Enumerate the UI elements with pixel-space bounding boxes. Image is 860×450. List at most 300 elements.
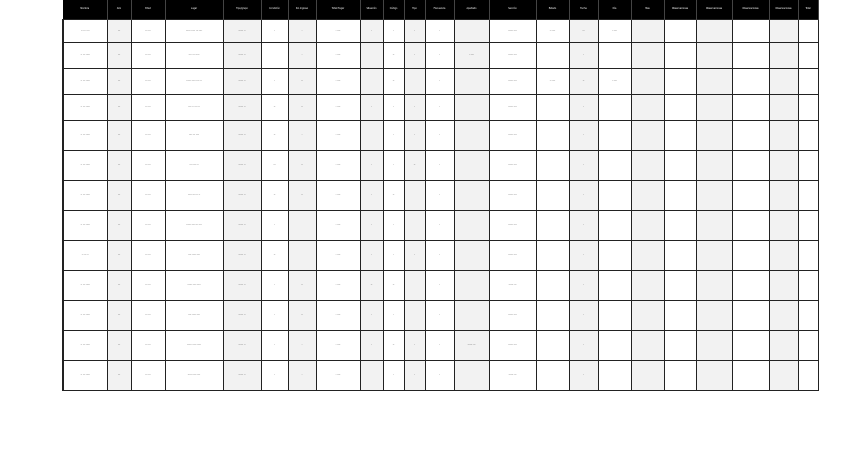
table-cell[interactable]	[798, 43, 818, 69]
table-cell[interactable]	[798, 95, 818, 121]
table-cell[interactable]: -	[425, 331, 454, 361]
table-cell[interactable]	[631, 361, 664, 391]
table-cell[interactable]: -	[360, 241, 383, 271]
table-cell[interactable]	[598, 181, 631, 211]
table-cell[interactable]	[664, 121, 696, 151]
table-cell[interactable]: -- --- -----	[63, 301, 107, 331]
table-cell[interactable]	[598, 151, 631, 181]
table-cell[interactable]: ---	[107, 301, 131, 331]
table-cell[interactable]: -- ----	[536, 69, 569, 95]
table-cell[interactable]	[696, 301, 732, 331]
table-cell[interactable]	[696, 331, 732, 361]
table-cell[interactable]: - ----	[316, 181, 360, 211]
table-cell[interactable]	[769, 211, 798, 241]
table-cell[interactable]	[536, 361, 569, 391]
column-header[interactable]: Fecha	[569, 0, 598, 20]
table-cell[interactable]: -	[425, 361, 454, 391]
table-cell[interactable]: ---	[107, 211, 131, 241]
table-cell[interactable]: ------ --	[223, 95, 261, 121]
column-header[interactable]: Apartado	[454, 0, 489, 20]
table-cell[interactable]	[454, 301, 489, 331]
table-cell[interactable]: - ----	[316, 121, 360, 151]
table-cell[interactable]: ------ ----	[489, 181, 536, 211]
table-cell[interactable]: -	[404, 43, 425, 69]
table-cell[interactable]: -	[404, 361, 425, 391]
table-cell[interactable]	[696, 241, 732, 271]
table-cell[interactable]: ---	[107, 95, 131, 121]
table-cell[interactable]: ------ ----	[489, 95, 536, 121]
table-cell[interactable]	[261, 43, 288, 69]
table-cell[interactable]	[696, 151, 732, 181]
table-cell[interactable]: -	[288, 20, 316, 43]
table-cell[interactable]	[798, 121, 818, 151]
table-cell[interactable]: -	[261, 211, 288, 241]
table-cell[interactable]: -	[383, 20, 404, 43]
table-cell[interactable]: -	[569, 181, 598, 211]
table-cell[interactable]: -	[569, 301, 598, 331]
column-header[interactable]: Observaciones	[696, 0, 732, 20]
table-cell[interactable]: ---	[107, 69, 131, 95]
column-header[interactable]: Tipo/grupo	[223, 0, 261, 20]
table-cell[interactable]: -	[425, 43, 454, 69]
table-cell[interactable]	[798, 361, 818, 391]
table-cell[interactable]: -	[569, 43, 598, 69]
table-cell[interactable]: - ----	[454, 43, 489, 69]
table-cell[interactable]: - ----	[598, 69, 631, 95]
table-cell[interactable]: -- --- ----	[63, 20, 107, 43]
table-cell[interactable]	[798, 271, 818, 301]
table-cell[interactable]: -	[288, 121, 316, 151]
table-cell[interactable]	[798, 20, 818, 43]
table-cell[interactable]	[598, 331, 631, 361]
table-cell[interactable]	[732, 151, 769, 181]
table-cell[interactable]	[664, 181, 696, 211]
table-cell[interactable]: ---	[107, 151, 131, 181]
table-cell[interactable]: ------ --	[223, 331, 261, 361]
table-cell[interactable]: --	[288, 181, 316, 211]
table-cell[interactable]: --	[569, 69, 598, 95]
table-cell[interactable]: -	[425, 241, 454, 271]
table-cell[interactable]	[631, 95, 664, 121]
table-cell[interactable]	[696, 20, 732, 43]
table-cell[interactable]: -	[569, 331, 598, 361]
table-cell[interactable]: ---	[107, 271, 131, 301]
table-cell[interactable]: --	[383, 69, 404, 95]
table-cell[interactable]	[598, 361, 631, 391]
table-cell[interactable]	[454, 181, 489, 211]
table-cell[interactable]: -- ----	[131, 43, 165, 69]
table-cell[interactable]: -	[288, 361, 316, 391]
table-cell[interactable]	[664, 151, 696, 181]
table-cell[interactable]	[798, 301, 818, 331]
table-cell[interactable]	[664, 211, 696, 241]
table-cell[interactable]: -- ----	[131, 241, 165, 271]
table-cell[interactable]: -	[569, 361, 598, 391]
column-header[interactable]: Estado	[536, 0, 569, 20]
table-cell[interactable]: -	[261, 271, 288, 301]
table-cell[interactable]: ------ ----	[489, 151, 536, 181]
table-cell[interactable]	[536, 331, 569, 361]
table-cell[interactable]	[454, 151, 489, 181]
table-cell[interactable]	[631, 211, 664, 241]
table-cell[interactable]: ---- ----- ----	[165, 241, 223, 271]
column-header[interactable]: Edad	[131, 0, 165, 20]
column-header[interactable]: Observaciones	[769, 0, 798, 20]
table-cell[interactable]: ---- ---- --	[165, 151, 223, 181]
table-cell[interactable]: ---	[107, 121, 131, 151]
table-cell[interactable]: -	[569, 95, 598, 121]
table-cell[interactable]: -- --- -----	[63, 69, 107, 95]
table-cell[interactable]: --	[261, 95, 288, 121]
table-cell[interactable]	[598, 211, 631, 241]
table-cell[interactable]	[536, 301, 569, 331]
table-cell[interactable]: -	[360, 331, 383, 361]
table-cell[interactable]	[536, 151, 569, 181]
table-cell[interactable]: -- --- -----	[63, 151, 107, 181]
column-header[interactable]: Tipo	[404, 0, 425, 20]
table-cell[interactable]	[536, 43, 569, 69]
table-cell[interactable]	[631, 241, 664, 271]
table-cell[interactable]: -	[404, 95, 425, 121]
column-header[interactable]: Observaciones	[664, 0, 696, 20]
table-cell[interactable]: --	[261, 121, 288, 151]
table-cell[interactable]	[732, 331, 769, 361]
table-cell[interactable]: ---	[107, 361, 131, 391]
table-cell[interactable]: -	[569, 271, 598, 301]
table-cell[interactable]: --	[288, 95, 316, 121]
table-cell[interactable]: ------ ---	[454, 331, 489, 361]
table-cell[interactable]	[631, 43, 664, 69]
table-cell[interactable]: ------ --	[223, 121, 261, 151]
table-cell[interactable]	[536, 95, 569, 121]
table-cell[interactable]: ------ --	[223, 20, 261, 43]
table-cell[interactable]	[798, 241, 818, 271]
table-cell[interactable]	[798, 151, 818, 181]
table-cell[interactable]: ---- -- ---- --	[165, 95, 223, 121]
table-cell[interactable]: -- ----	[131, 331, 165, 361]
table-cell[interactable]: ------ ---- -----	[165, 271, 223, 301]
table-cell[interactable]: ------ ----	[489, 20, 536, 43]
table-cell[interactable]	[696, 43, 732, 69]
table-cell[interactable]	[664, 69, 696, 95]
table-cell[interactable]	[598, 271, 631, 301]
table-cell[interactable]: -	[425, 271, 454, 301]
column-header[interactable]: Situación	[360, 0, 383, 20]
table-cell[interactable]: -	[383, 241, 404, 271]
table-cell[interactable]: -- --- -----	[63, 271, 107, 301]
table-cell[interactable]: -- --- -----	[63, 121, 107, 151]
table-cell[interactable]	[454, 361, 489, 391]
table-cell[interactable]: ------ --	[223, 181, 261, 211]
table-cell[interactable]	[769, 95, 798, 121]
table-cell[interactable]: ------ --	[223, 241, 261, 271]
table-cell[interactable]: ------ --	[223, 151, 261, 181]
table-cell[interactable]: ---	[107, 181, 131, 211]
table-cell[interactable]	[664, 271, 696, 301]
table-cell[interactable]: - ----	[316, 151, 360, 181]
table-cell[interactable]	[631, 331, 664, 361]
table-cell[interactable]: -- ----	[131, 69, 165, 95]
table-cell[interactable]: -- ----	[131, 151, 165, 181]
table-cell[interactable]: -	[383, 121, 404, 151]
table-cell[interactable]	[732, 271, 769, 301]
table-cell[interactable]	[769, 361, 798, 391]
table-cell[interactable]: ---	[569, 20, 598, 43]
table-cell[interactable]: ------ ----	[489, 211, 536, 241]
table-cell[interactable]	[454, 121, 489, 151]
table-cell[interactable]: ------ --	[223, 271, 261, 301]
table-cell[interactable]	[454, 20, 489, 43]
table-cell[interactable]	[696, 121, 732, 151]
table-cell[interactable]	[732, 211, 769, 241]
table-cell[interactable]: - ----	[598, 20, 631, 43]
table-cell[interactable]: --	[383, 43, 404, 69]
table-cell[interactable]: -	[404, 121, 425, 151]
table-cell[interactable]: -- ----	[131, 361, 165, 391]
table-cell[interactable]	[798, 331, 818, 361]
table-cell[interactable]	[798, 211, 818, 241]
table-cell[interactable]: -- --- -----	[63, 95, 107, 121]
table-cell[interactable]: -	[425, 181, 454, 211]
table-cell[interactable]	[288, 211, 316, 241]
table-cell[interactable]: -	[261, 361, 288, 391]
table-cell[interactable]: -	[404, 331, 425, 361]
table-cell[interactable]: -- --- --	[63, 241, 107, 271]
table-cell[interactable]: - ----	[316, 301, 360, 331]
table-cell[interactable]: -	[425, 211, 454, 241]
table-cell[interactable]: ------ ----- ---- --	[165, 69, 223, 95]
table-cell[interactable]: ----- ---- -- --	[165, 181, 223, 211]
table-cell[interactable]	[631, 181, 664, 211]
table-cell[interactable]	[598, 43, 631, 69]
table-cell[interactable]: ------ ---- ----	[165, 361, 223, 391]
table-cell[interactable]	[404, 211, 425, 241]
table-cell[interactable]: -	[425, 69, 454, 95]
table-cell[interactable]: --	[288, 301, 316, 331]
table-cell[interactable]	[769, 181, 798, 211]
table-cell[interactable]: -- ----	[131, 121, 165, 151]
table-cell[interactable]	[732, 43, 769, 69]
column-header[interactable]: Código	[383, 0, 404, 20]
table-cell[interactable]: - ----	[316, 95, 360, 121]
table-cell[interactable]: -	[425, 95, 454, 121]
table-cell[interactable]	[288, 241, 316, 271]
table-cell[interactable]: ---- --- -----	[165, 43, 223, 69]
table-cell[interactable]: -	[383, 361, 404, 391]
table-cell[interactable]	[769, 20, 798, 43]
table-cell[interactable]	[798, 69, 818, 95]
table-cell[interactable]: ------ --	[223, 211, 261, 241]
table-cell[interactable]: --	[404, 151, 425, 181]
table-cell[interactable]: -	[425, 20, 454, 43]
table-cell[interactable]: ------ ----- -----	[165, 331, 223, 361]
table-cell[interactable]	[798, 181, 818, 211]
table-cell[interactable]: - ----	[316, 331, 360, 361]
table-cell[interactable]: -	[569, 211, 598, 241]
table-cell[interactable]: -- ----	[131, 20, 165, 43]
column-header[interactable]: Total Hogar	[316, 0, 360, 20]
table-cell[interactable]	[769, 69, 798, 95]
table-cell[interactable]	[631, 20, 664, 43]
table-cell[interactable]	[769, 331, 798, 361]
table-cell[interactable]: -- --- -----	[63, 211, 107, 241]
table-cell[interactable]: -	[569, 121, 598, 151]
table-cell[interactable]: ------ ----	[489, 43, 536, 69]
table-cell[interactable]: --	[288, 271, 316, 301]
table-cell[interactable]: - ----	[316, 241, 360, 271]
column-header[interactable]: Nombre	[63, 0, 107, 20]
table-cell[interactable]	[664, 241, 696, 271]
table-cell[interactable]: -- --- -----	[63, 331, 107, 361]
table-cell[interactable]	[536, 241, 569, 271]
table-cell[interactable]: -	[360, 20, 383, 43]
table-cell[interactable]: - ----	[316, 271, 360, 301]
table-cell[interactable]	[769, 151, 798, 181]
table-cell[interactable]: - ----	[316, 20, 360, 43]
table-cell[interactable]: -	[569, 151, 598, 181]
table-cell[interactable]	[536, 121, 569, 151]
table-cell[interactable]: --	[288, 151, 316, 181]
table-cell[interactable]: ---	[107, 20, 131, 43]
table-cell[interactable]	[598, 301, 631, 331]
table-cell[interactable]: -	[383, 95, 404, 121]
table-cell[interactable]: ------ ----	[489, 301, 536, 331]
table-cell[interactable]	[732, 301, 769, 331]
table-cell[interactable]: -	[383, 301, 404, 331]
table-cell[interactable]	[360, 43, 383, 69]
table-cell[interactable]	[631, 301, 664, 331]
table-cell[interactable]: - ----	[316, 43, 360, 69]
table-cell[interactable]	[664, 20, 696, 43]
table-cell[interactable]	[664, 43, 696, 69]
table-cell[interactable]	[454, 271, 489, 301]
table-cell[interactable]	[732, 121, 769, 151]
table-cell[interactable]	[732, 95, 769, 121]
table-cell[interactable]: ---- ----- ----	[165, 301, 223, 331]
table-cell[interactable]	[360, 69, 383, 95]
table-cell[interactable]	[732, 20, 769, 43]
table-cell[interactable]: ------ ----	[489, 331, 536, 361]
table-cell[interactable]	[769, 241, 798, 271]
table-cell[interactable]: -- ----	[131, 95, 165, 121]
table-cell[interactable]	[454, 211, 489, 241]
table-cell[interactable]: ---- --- ----	[165, 121, 223, 151]
column-header[interactable]: Observaciones	[732, 0, 769, 20]
column-header[interactable]: Total	[798, 0, 818, 20]
table-cell[interactable]: ------ ----	[489, 241, 536, 271]
table-cell[interactable]	[404, 69, 425, 95]
table-cell[interactable]: -	[360, 211, 383, 241]
table-cell[interactable]: ------ ----	[489, 69, 536, 95]
table-cell[interactable]	[732, 69, 769, 95]
table-cell[interactable]: - ----	[316, 69, 360, 95]
table-cell[interactable]: ------ --	[223, 69, 261, 95]
table-cell[interactable]	[696, 69, 732, 95]
table-cell[interactable]: -- ----	[536, 20, 569, 43]
table-cell[interactable]: -	[383, 211, 404, 241]
table-cell[interactable]: --	[383, 331, 404, 361]
table-cell[interactable]: -- ----	[131, 211, 165, 241]
table-cell[interactable]	[598, 95, 631, 121]
table-cell[interactable]: ---	[107, 241, 131, 271]
table-cell[interactable]	[454, 241, 489, 271]
table-cell[interactable]: ------ --	[223, 361, 261, 391]
table-cell[interactable]	[696, 361, 732, 391]
table-cell[interactable]: -	[425, 151, 454, 181]
column-header[interactable]: Lugar	[165, 0, 223, 20]
table-cell[interactable]	[769, 271, 798, 301]
table-cell[interactable]	[664, 95, 696, 121]
table-cell[interactable]	[696, 95, 732, 121]
table-cell[interactable]: -- ----	[131, 181, 165, 211]
table-cell[interactable]	[631, 69, 664, 95]
table-cell[interactable]: -	[360, 95, 383, 121]
table-cell[interactable]: ---	[261, 151, 288, 181]
table-cell[interactable]: ---	[107, 331, 131, 361]
table-cell[interactable]	[732, 181, 769, 211]
table-cell[interactable]	[454, 69, 489, 95]
table-cell[interactable]	[404, 271, 425, 301]
table-cell[interactable]	[360, 121, 383, 151]
column-header[interactable]: Año	[107, 0, 131, 20]
table-cell[interactable]: -	[261, 20, 288, 43]
table-cell[interactable]: ---	[107, 43, 131, 69]
table-cell[interactable]	[732, 241, 769, 271]
table-cell[interactable]: --	[383, 181, 404, 211]
table-cell[interactable]	[404, 301, 425, 331]
table-cell[interactable]	[360, 361, 383, 391]
table-cell[interactable]: --	[261, 181, 288, 211]
table-cell[interactable]: - ----	[316, 361, 360, 391]
column-header[interactable]: Sección	[489, 0, 536, 20]
table-cell[interactable]: -	[404, 241, 425, 271]
table-cell[interactable]: -	[425, 121, 454, 151]
table-cell[interactable]: -- --- -----	[63, 181, 107, 211]
table-cell[interactable]: -	[261, 331, 288, 361]
table-cell[interactable]: --	[360, 271, 383, 301]
table-cell[interactable]	[631, 151, 664, 181]
table-cell[interactable]	[536, 181, 569, 211]
table-cell[interactable]: -- ----	[131, 271, 165, 301]
table-cell[interactable]	[598, 121, 631, 151]
table-cell[interactable]: -- --- -----	[63, 361, 107, 391]
table-cell[interactable]: ------ ---	[489, 271, 536, 301]
table-cell[interactable]: -	[261, 301, 288, 331]
table-cell[interactable]: -- --- -----	[63, 43, 107, 69]
table-cell[interactable]	[664, 361, 696, 391]
table-cell[interactable]	[769, 301, 798, 331]
table-cell[interactable]: -	[288, 331, 316, 361]
table-cell[interactable]	[631, 271, 664, 301]
table-cell[interactable]: ------ --	[223, 43, 261, 69]
table-cell[interactable]: ------ ----- --- ----	[165, 20, 223, 43]
table-cell[interactable]: -	[383, 151, 404, 181]
table-cell[interactable]: -	[360, 151, 383, 181]
table-cell[interactable]: -	[404, 20, 425, 43]
table-cell[interactable]: -	[261, 69, 288, 95]
table-cell[interactable]: -	[569, 241, 598, 271]
table-cell[interactable]: - ----	[316, 211, 360, 241]
column-header[interactable]: Frecuencia	[425, 0, 454, 20]
table-cell[interactable]	[664, 301, 696, 331]
table-cell[interactable]: -	[288, 43, 316, 69]
table-cell[interactable]	[732, 361, 769, 391]
table-cell[interactable]	[536, 271, 569, 301]
column-header[interactable]: Condición	[261, 0, 288, 20]
table-cell[interactable]: ------ ----	[489, 121, 536, 151]
column-header[interactable]: Sin Ingreso	[288, 0, 316, 20]
table-cell[interactable]	[631, 121, 664, 151]
